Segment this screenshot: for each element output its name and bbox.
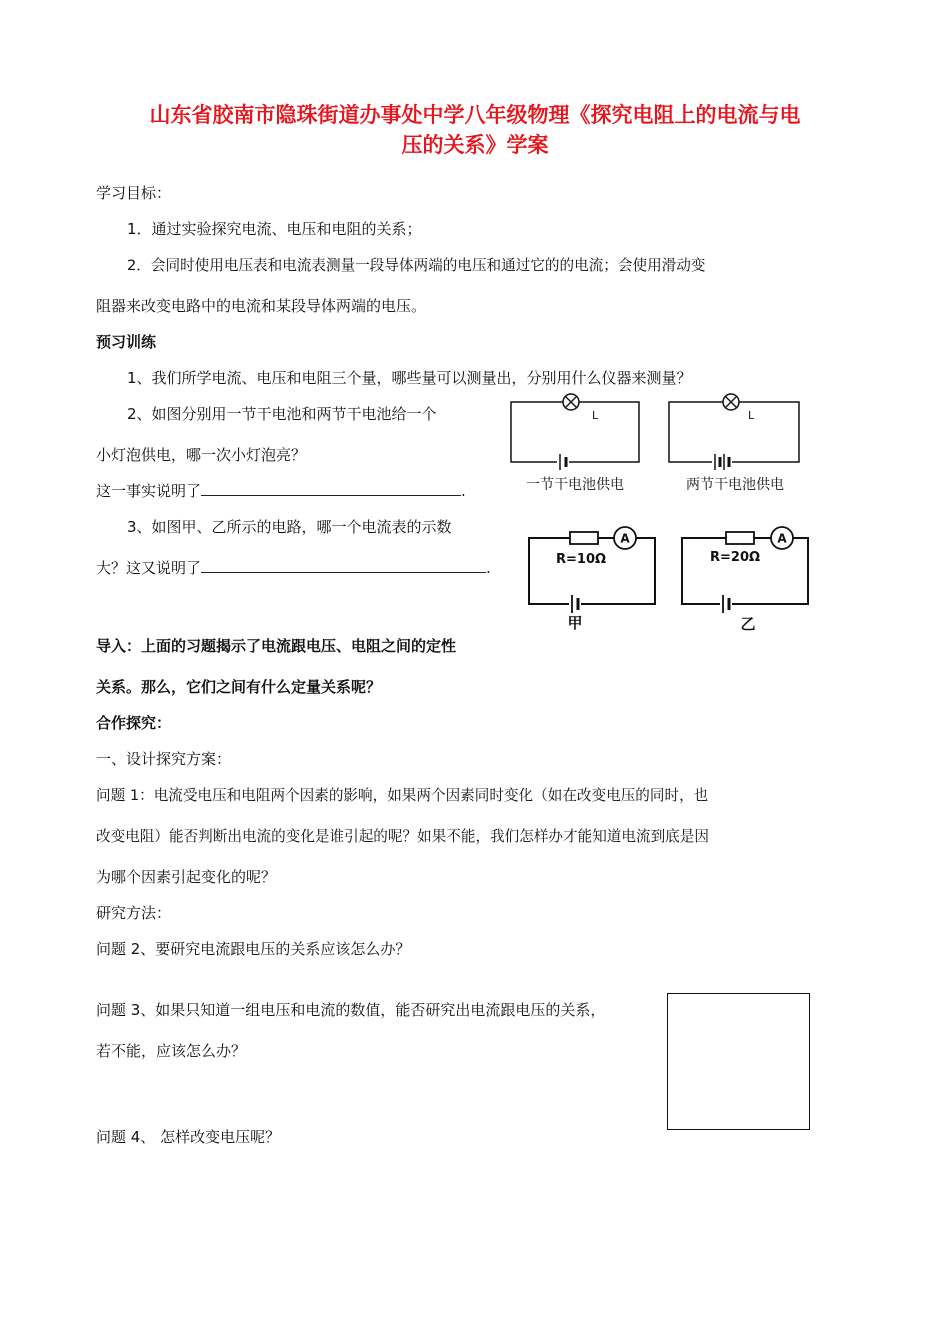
ammeter-icon [614,527,636,549]
title-line-1: 山东省胶南市隐珠街道办事处中学八年级物理《探究电阻上的电流与电 [149,103,801,127]
objective-1: 1．通过实验探究电流、电压和电阻的关系； [127,220,422,238]
preview-question-2-prefix: 这一事实说明了 [96,482,202,500]
preview-question-3-suffix: . [486,559,491,577]
lamp-icon [563,394,579,410]
cooperation-question-3-line-1: 问题 3、如果只知道一组电压和电流的数值，能否研究出电流跟电压的关系， [96,1001,606,1019]
caption-one-cell: 一节干电池供电 [526,477,624,493]
battery-two-cells-icon [712,454,732,470]
circuit-two-cells [665,390,805,495]
circuit-yi [676,522,816,634]
objective-2-line-2: 阻器来改变电路中的电流和某段导体两端的电压。 [96,297,427,315]
circuit-jia-wire [529,538,655,604]
cooperation-question-2: 问题 2、要研究电流跟电压的关系应该怎么办？ [96,940,411,958]
battery-icon [720,595,732,613]
answer-blank-q2[interactable] [201,481,461,496]
preview-question-2-line-1: 2、如图分别用一节干电池和两节干电池给一个 [127,405,437,423]
cooperation-section-1: 一、设计探究方案： [96,750,232,768]
preview-question-2-suffix: . [461,482,466,500]
cooperation-question-1-line-3: 为哪个因素引起变化的呢？ [96,868,277,886]
preview-question-3-prefix: 大？这又说明了 [96,559,202,577]
circuit-two-cells-wire [669,402,799,462]
ammeter-label: A [777,531,787,546]
answer-blank-q3[interactable] [201,558,486,573]
caption-yi: 乙 [740,615,756,633]
battery-one-cell-icon [557,454,569,470]
preview-question-3-line-1: 3、如图甲、乙所示的电路，哪一个电流表的示数 [127,518,452,536]
caption-jia: 甲 [567,614,583,632]
circuit-yi-wire [682,538,808,604]
objective-2-line-1: 2．会同时使用电压表和电流表测量一段导体两端的电压和通过它的的电流；会使用滑动变 [127,257,706,274]
circuit-one-cell-wire [511,402,639,462]
ammeter-label: A [620,531,630,546]
preview-question-1: 1、我们所学电流、电压和电阻三个量，哪些量可以测量出，分别用什么仪器来测量？ [127,369,692,387]
lamp-label: L [748,409,755,422]
objectives-heading: 学习目标： [96,184,172,202]
cooperation-question-3-line-2: 若不能，应该怎么办？ [96,1042,247,1060]
cooperation-question-1-line-2: 改变电阻）能否判断出电流的变化是谁引起的呢？如果不能，我们怎样办才能知道电流到底是因 [96,828,709,845]
lamp-label: L [592,409,599,422]
resistor-icon [726,532,754,544]
circuit-jia [523,522,663,634]
cooperation-question-1-line-1: 问题 1：电流受电压和电阻两个因素的影响，如果两个因素同时变化（如在改变电压的同时，也 [96,787,709,804]
preview-question-2-line-3 [96,480,466,501]
intro-line-1: 导入：上面的习题揭示了电流跟电压、电阻之间的定性 [96,637,457,655]
resistor-label-10: R=10Ω [556,552,607,567]
title-line-2: 压的关系》学案 [401,133,549,157]
preview-question-2-line-2: 小灯泡供电，哪一次小灯泡亮？ [96,446,307,464]
preview-heading: 预习训练 [96,333,157,351]
lamp-icon [723,394,739,410]
caption-two-cells: 两节干电池供电 [686,477,784,493]
preview-question-3-line-2 [96,557,491,578]
resistor-label-20: R=20Ω [710,550,761,565]
answer-drawing-box[interactable] [667,993,810,1130]
cooperation-question-4: 问题 4、 怎样改变电压呢？ [96,1128,281,1146]
intro-line-2: 关系。那么，它们之间有什么定量关系呢？ [96,678,382,696]
document-title [60,100,890,160]
ammeter-icon [771,527,793,549]
cooperation-heading: 合作探究： [96,714,172,732]
resistor-icon [570,532,598,544]
circuit-one-cell [505,390,645,495]
research-method-label: 研究方法： [96,904,172,922]
battery-icon [569,595,581,613]
